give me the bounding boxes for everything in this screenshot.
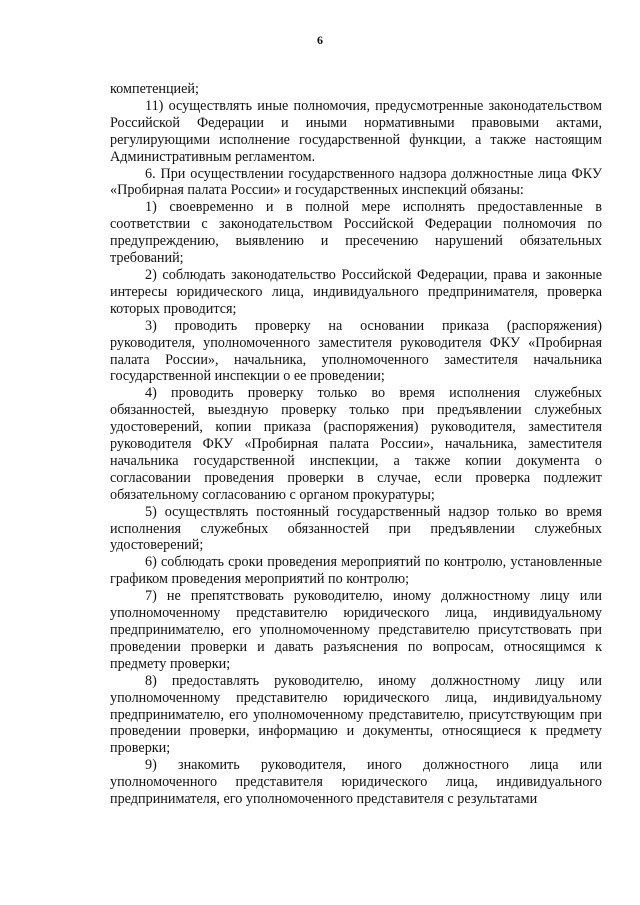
paragraph: 7) не препятствовать руководителю, иному должностному лицу или уполномоченному представителю юридического лица, индивидуальному предпринимателю, его уполномоченному представителю присутствовать при проведении проверки и давать разъяснения по вопросам, относящимся к предмету проверки; — [110, 588, 602, 672]
paragraph: 1) своевременно и в полной мере исполнять предоставленные в соответствии с законодательством Российской Федерации полномочия по предупреждению, выявлению и пресечению нарушений обязательных требований; — [110, 199, 602, 267]
paragraph: 6) соблюдать сроки проведения мероприятий по контролю, установленные графиком проведения мероприятий по контролю; — [110, 554, 602, 588]
paragraph: 11) осуществлять иные полномочия, предусмотренные законодательством Российской Федерации и иными нормативными правовыми актами, регулирующими исполнение государственной функции, а также настоящим Административным регламентом. — [110, 97, 602, 165]
document-body — [110, 81, 602, 808]
paragraph: 8) предоставлять руководителю, иному должностному лицу или уполномоченному представителю юридического лица, индивидуальному предпринимателю, его уполномоченному представителю, присутствующим при проведении проверки, информацию и документы, относящиеся к предмету проверки; — [110, 672, 602, 757]
page-number: 6 — [317, 33, 323, 47]
paragraph: компетенцией; — [110, 81, 199, 97]
paragraph: 3) проводить проверку на основании приказа (распоряжения) руководителя, уполномоченного заместителя руководителя ФКУ «Пробирная палата России», начальника, уполномоченного заместителя начальника государственной инспекции о ее проведении; — [110, 317, 602, 385]
paragraph: 6. При осуществлении государственного надзора должностные лица ФКУ «Пробирная палата России» и государственных инспекций обязаны: — [110, 165, 602, 199]
paragraph: 9) знакомить руководителя, иного должностного лица или уполномоченного представителя юридического лица, индивидуального предпринимателя, его уполномоченного представителя с результатами — [110, 757, 602, 808]
paragraph: 2) соблюдать законодательство Российской Федерации, права и законные интересы юридического лица, индивидуального предпринимателя, проверка которых проводится; — [110, 266, 602, 317]
paragraph: 5) осуществлять постоянный государственный надзор только во время исполнения служебных обязанностей при предъявлении служебных удостоверений; — [110, 503, 602, 554]
paragraph: 4) проводить проверку только во время исполнения служебных обязанностей, выездную проверку только при предъявлении служебных удостоверений, копии приказа (распоряжения) руководителя, заместителя руководителя ФКУ «Пробирная палата России», начальника, заместителя начальника государственной инспекции, а также копии документа о согласовании проведения проверки в случае, если проверка подлежит обязательному согласованию с органом прокуратуры; — [110, 385, 602, 503]
